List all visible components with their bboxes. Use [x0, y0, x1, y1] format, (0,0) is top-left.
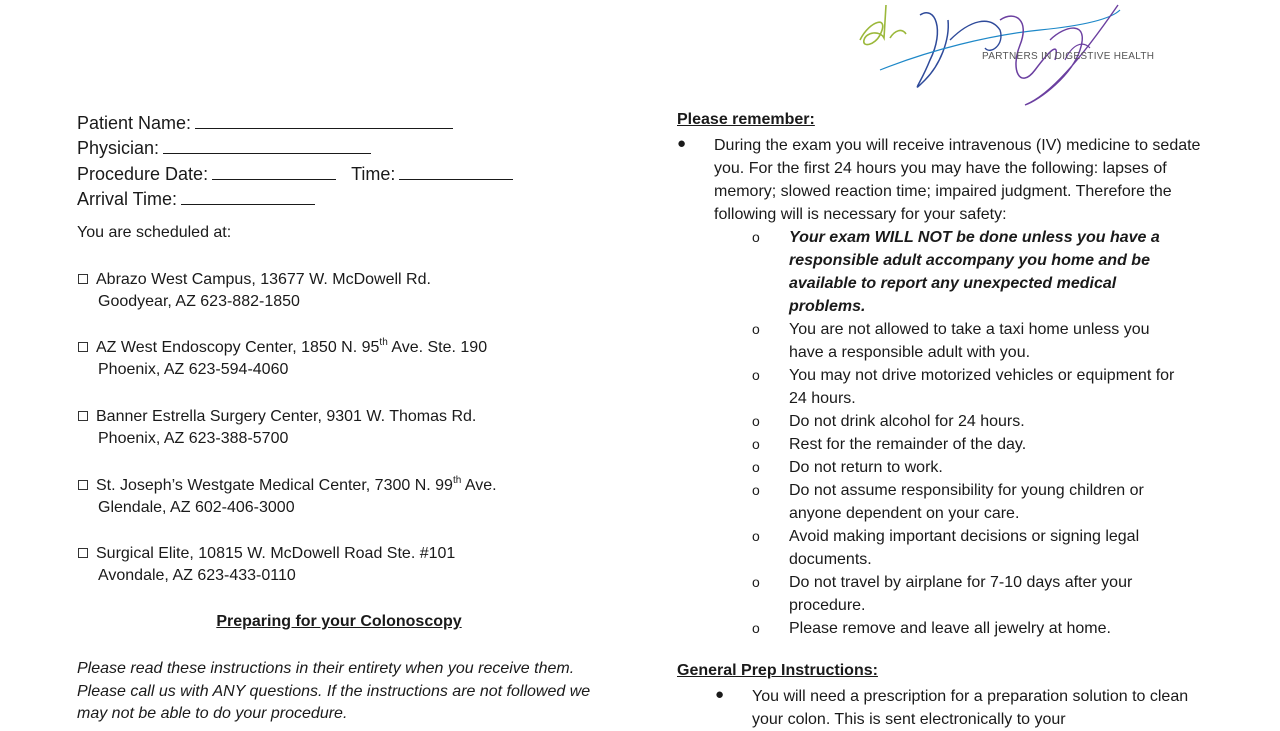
procedure-date-label: Procedure Date:: [77, 164, 209, 184]
circle-bullet-icon: o: [752, 574, 760, 590]
arrival-time-line[interactable]: [181, 188, 315, 205]
location-item: St. Joseph’s Westgate Medical Center, 7300 N. 99th Ave. Glendale, AZ 602-406-3000: [78, 475, 497, 519]
list-item: o Please remove and leave all jewelry at home.: [752, 617, 1182, 640]
prep-title: Preparing for your Colonoscopy: [216, 613, 462, 630]
circle-bullet-icon: o: [752, 459, 760, 475]
general-heading: General Prep Instructions:: [677, 662, 878, 679]
list-item: o Your exam WILL NOT be done unless you have a responsible adult accompany you home and be available to report any unexpected medical problems.: [752, 226, 1182, 318]
list-item: o You may not drive motorized vehicles or equipment for 24 hours.: [752, 364, 1182, 410]
circle-bullet-icon: o: [752, 528, 760, 544]
arrival-time-label: Arrival Time:: [77, 189, 178, 209]
list-item: o Do not drink alcohol for 24 hours.: [752, 410, 1182, 433]
list-item: o Do not return to work.: [752, 456, 1182, 479]
bullet-icon: ●: [677, 135, 687, 152]
circle-bullet-icon: o: [752, 229, 760, 245]
bullet-icon: ●: [715, 686, 725, 703]
circle-bullet-icon: o: [752, 367, 760, 383]
physician-label: Physician:: [77, 138, 160, 158]
procedure-date-line[interactable]: [212, 163, 336, 180]
location-item: Banner Estrella Surgery Center, 9301 W. Thomas Rd. Phoenix, AZ 623-388-5700: [78, 406, 476, 450]
general-bullet-text: You will need a prescription for a preparation solution to clean your colon. This is sent electronically to your: [752, 688, 1189, 728]
circle-bullet-icon: o: [752, 482, 760, 498]
remember-bullet-text: During the exam you will receive intravenous (IV) medicine to sedate you. For the first 24 hours you may have the following: lapses of memory; slowed reaction time; impaired judgment. Therefore the following will is necessary for your safety:: [714, 137, 1201, 223]
checkbox[interactable]: [78, 411, 88, 421]
intro-text: Please read these instructions in their entirety when you receive them. Please call us with ANY questions. If the instructions are not followed we may not be able to do your procedure.: [77, 660, 591, 722]
circle-bullet-icon: o: [752, 321, 760, 337]
list-item: o Rest for the remainder of the day.: [752, 433, 1182, 456]
location-item: Surgical Elite, 10815 W. McDowell Road Ste. #101 Avondale, AZ 623-433-0110: [78, 543, 455, 587]
list-item: o Do not assume responsibility for young children or anyone dependent on your care.: [752, 479, 1182, 525]
checkbox[interactable]: [78, 548, 88, 558]
physician-line[interactable]: [163, 137, 371, 154]
patient-name-label: Patient Name:: [77, 113, 192, 133]
circle-bullet-icon: o: [752, 413, 760, 429]
checkbox[interactable]: [78, 274, 88, 284]
logo-tagline: PARTNERS IN DIGESTIVE HEALTH: [982, 51, 1155, 62]
remember-heading: Please remember:: [677, 111, 815, 128]
checkbox[interactable]: [78, 342, 88, 352]
patient-name-line[interactable]: [195, 112, 453, 129]
patient-name-field: [77, 112, 453, 134]
location-item: AZ West Endoscopy Center, 1850 N. 95th Ave. Ste. 190 Phoenix, AZ 623-594-4060: [78, 337, 487, 381]
time-label: Time:: [351, 164, 396, 184]
procedure-date-field: [77, 163, 513, 185]
practice-logo: [850, 0, 1180, 112]
list-item: o Do not travel by airplane for 7-10 days after your procedure.: [752, 571, 1182, 617]
scheduled-label: You are scheduled at:: [77, 224, 232, 241]
location-item: Abrazo West Campus, 13677 W. McDowell Rd. Goodyear, AZ 623-882-1850: [78, 269, 431, 313]
time-line[interactable]: [399, 163, 513, 180]
checkbox[interactable]: [78, 480, 88, 490]
arrival-time-field: [77, 188, 315, 210]
list-item: o You are not allowed to take a taxi home unless you have a responsible adult with you.: [752, 318, 1182, 364]
remember-list: [752, 226, 1182, 640]
circle-bullet-icon: o: [752, 436, 760, 452]
circle-bullet-icon: o: [752, 620, 760, 636]
physician-field: [77, 137, 371, 159]
list-item: o Avoid making important decisions or signing legal documents.: [752, 525, 1182, 571]
